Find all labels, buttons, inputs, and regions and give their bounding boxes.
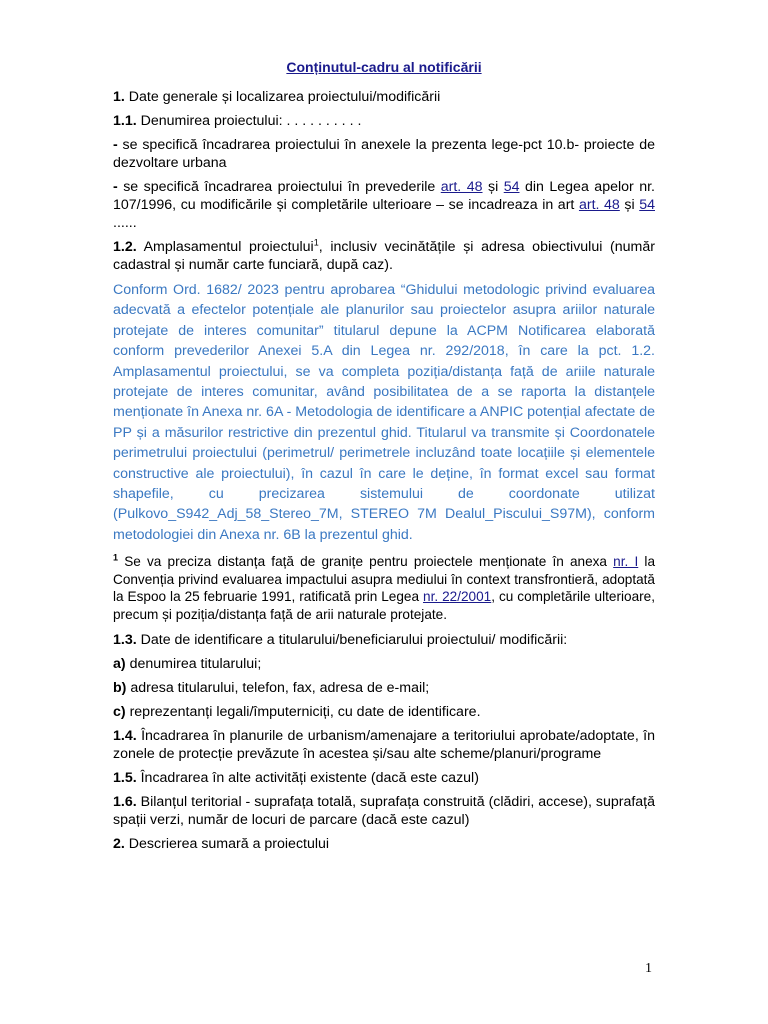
- footnote-text: la Convenția privind evaluarea impactului asupra mediului în context transfrontieră, adoptată la Espoo la 25 februarie 1991, ratificată prin Legea: [113, 554, 656, 605]
- section-number: 2.: [113, 836, 125, 853]
- section-text: Denumirea proiectului: . . . . . . . . . .: [136, 113, 362, 129]
- item-text: reprezentanți legali/împuterniciți, cu date de identificare.: [125, 704, 481, 721]
- section-text: Încadrarea în planurile de urbanism/amenajare a teritoriului aprobate/adoptate, în zonele de protecție prevăzute în acestea și/sau alte scheme/planuri/programe: [113, 728, 655, 763]
- section-1-3: [113, 631, 655, 649]
- section-text: , inclusiv vecinătățile și adresa obiectivului (număr cadastral și număr carte funciară, după caz).: [113, 239, 655, 273]
- document-title: Conținutul-cadru al notificării: [286, 59, 482, 75]
- section-number: 1.3.: [113, 632, 137, 649]
- item-text: adresa titularului, telefon, fax, adresa de e-mail;: [126, 680, 430, 697]
- section-number: 1.5.: [113, 770, 137, 787]
- bullet-legea-apelor: [113, 178, 655, 232]
- section-text: Date generale și localizarea proiectului/modificării: [124, 89, 441, 105]
- item-letter: a): [113, 656, 126, 673]
- footnote-text: Se va preciza distanța față de granițe pentru proiectele menționate în anexa: [118, 554, 614, 570]
- section-1-2: [113, 238, 655, 274]
- link-art-48[interactable]: art. 48: [440, 179, 483, 195]
- section-1-3-a: [113, 655, 655, 673]
- document-page: [113, 58, 655, 859]
- section-text: Încadrarea în alte activități existente (dacă este cazul): [136, 770, 479, 787]
- section-number: 1.2.: [113, 239, 137, 255]
- bullet-dash: -: [113, 179, 118, 195]
- section-text: Date de identificare a titularului/beneficiarului proiectului/ modificării:: [136, 632, 568, 649]
- footnote: [113, 553, 655, 623]
- bullet-text: se specifică încadrarea proiectului în anexele la prezenta lege-pct 10.b- proiecte de dezvoltare urbana: [113, 137, 655, 171]
- bullet-anexe: [113, 136, 655, 172]
- bullet-text: ......: [113, 215, 137, 231]
- section-1-5: [113, 769, 655, 787]
- item-text: denumirea titularului;: [125, 656, 262, 673]
- link-art-54-second[interactable]: 54: [639, 197, 655, 213]
- item-letter: c): [113, 704, 126, 721]
- section-1: [113, 88, 655, 106]
- section-number: 1.6.: [113, 794, 137, 811]
- link-art-54[interactable]: 54: [503, 179, 520, 195]
- section-1-1: [113, 112, 655, 130]
- link-legea-22-2001[interactable]: nr. 22/2001: [423, 589, 492, 605]
- bullet-dash: -: [113, 137, 118, 153]
- section-text: Amplasamentul proiectului: [136, 239, 314, 255]
- link-art-48-second[interactable]: art. 48: [578, 197, 620, 213]
- footnote-text: , cu completările ulterioare, precum și poziția/distanța față de arii naturale protejate.: [113, 589, 655, 622]
- section-text: Bilanțul teritorial - suprafața totală, suprafața construită (clădiri, accese), suprafață spații verzi, număr de locuri de parcare (dacă este cazul): [113, 794, 655, 829]
- footnote-marker: 1: [113, 552, 119, 563]
- section-1-6: [113, 793, 655, 829]
- section-text: Descrierea sumară a proiectului: [124, 836, 330, 853]
- guidance-note: Conform Ord. 1682/ 2023 pentru aprobarea “Ghidului metodologic privind evaluarea adecvată a efectelor potențiale ale planurilor sau proiectelor asupra ariilor naturale protejate de interes comunitar” titularul depune la ACPM Notificarea elaborată conform prevederilor Anexei 5.A din Legea nr. 292/2018, în care la pct. 1.2. Amplasamentul proiectului, se va completa poziția/distanța față de ariile naturale protejate de interes comunitar, având posibilitatea de a se raporta la distanțele menționate în Anexa nr. 6A - Metodologia de identificare a ANPIC potențial afectate de PP și a măsurilor restrictive din prezentul ghid. Titularul va transmite și Coordonatele perimetrului proiectului (perimetrul/ perimetrele incluzând toate locațiile și elementele constructive ale proiectului), în cazul în care le deține, în format excel sau format shapefile, cu precizarea sistemului de coordonate utilizat (Pulkovo_S942_Adj_58_Stereo_7M, STEREO 7M Dealul_Piscului_S97M), conform metodologiei din Anexa nr. 6B la prezentul ghid.: [113, 282, 655, 543]
- section-number: 1.4.: [113, 728, 137, 745]
- bullet-text: din Legea apelor nr. 107/1996, cu modificările și completările ulterioare – se incadreaza in art: [113, 179, 655, 213]
- item-letter: b): [113, 680, 127, 697]
- section-number: 1.: [113, 89, 125, 105]
- page-number: 1: [645, 961, 652, 976]
- link-anexa-nr-1[interactable]: nr. I: [613, 554, 639, 570]
- footnote-ref[interactable]: 1: [313, 237, 319, 248]
- section-2: [113, 835, 655, 853]
- bullet-text: se specifică încadrarea proiectului în prevederile: [117, 179, 441, 195]
- section-1-3-c: [113, 703, 655, 721]
- section-number: 1.1.: [113, 113, 137, 129]
- section-1-3-b: [113, 679, 655, 697]
- bullet-text: și: [482, 179, 504, 195]
- section-1-4: [113, 727, 655, 763]
- bullet-text: și: [619, 197, 640, 213]
